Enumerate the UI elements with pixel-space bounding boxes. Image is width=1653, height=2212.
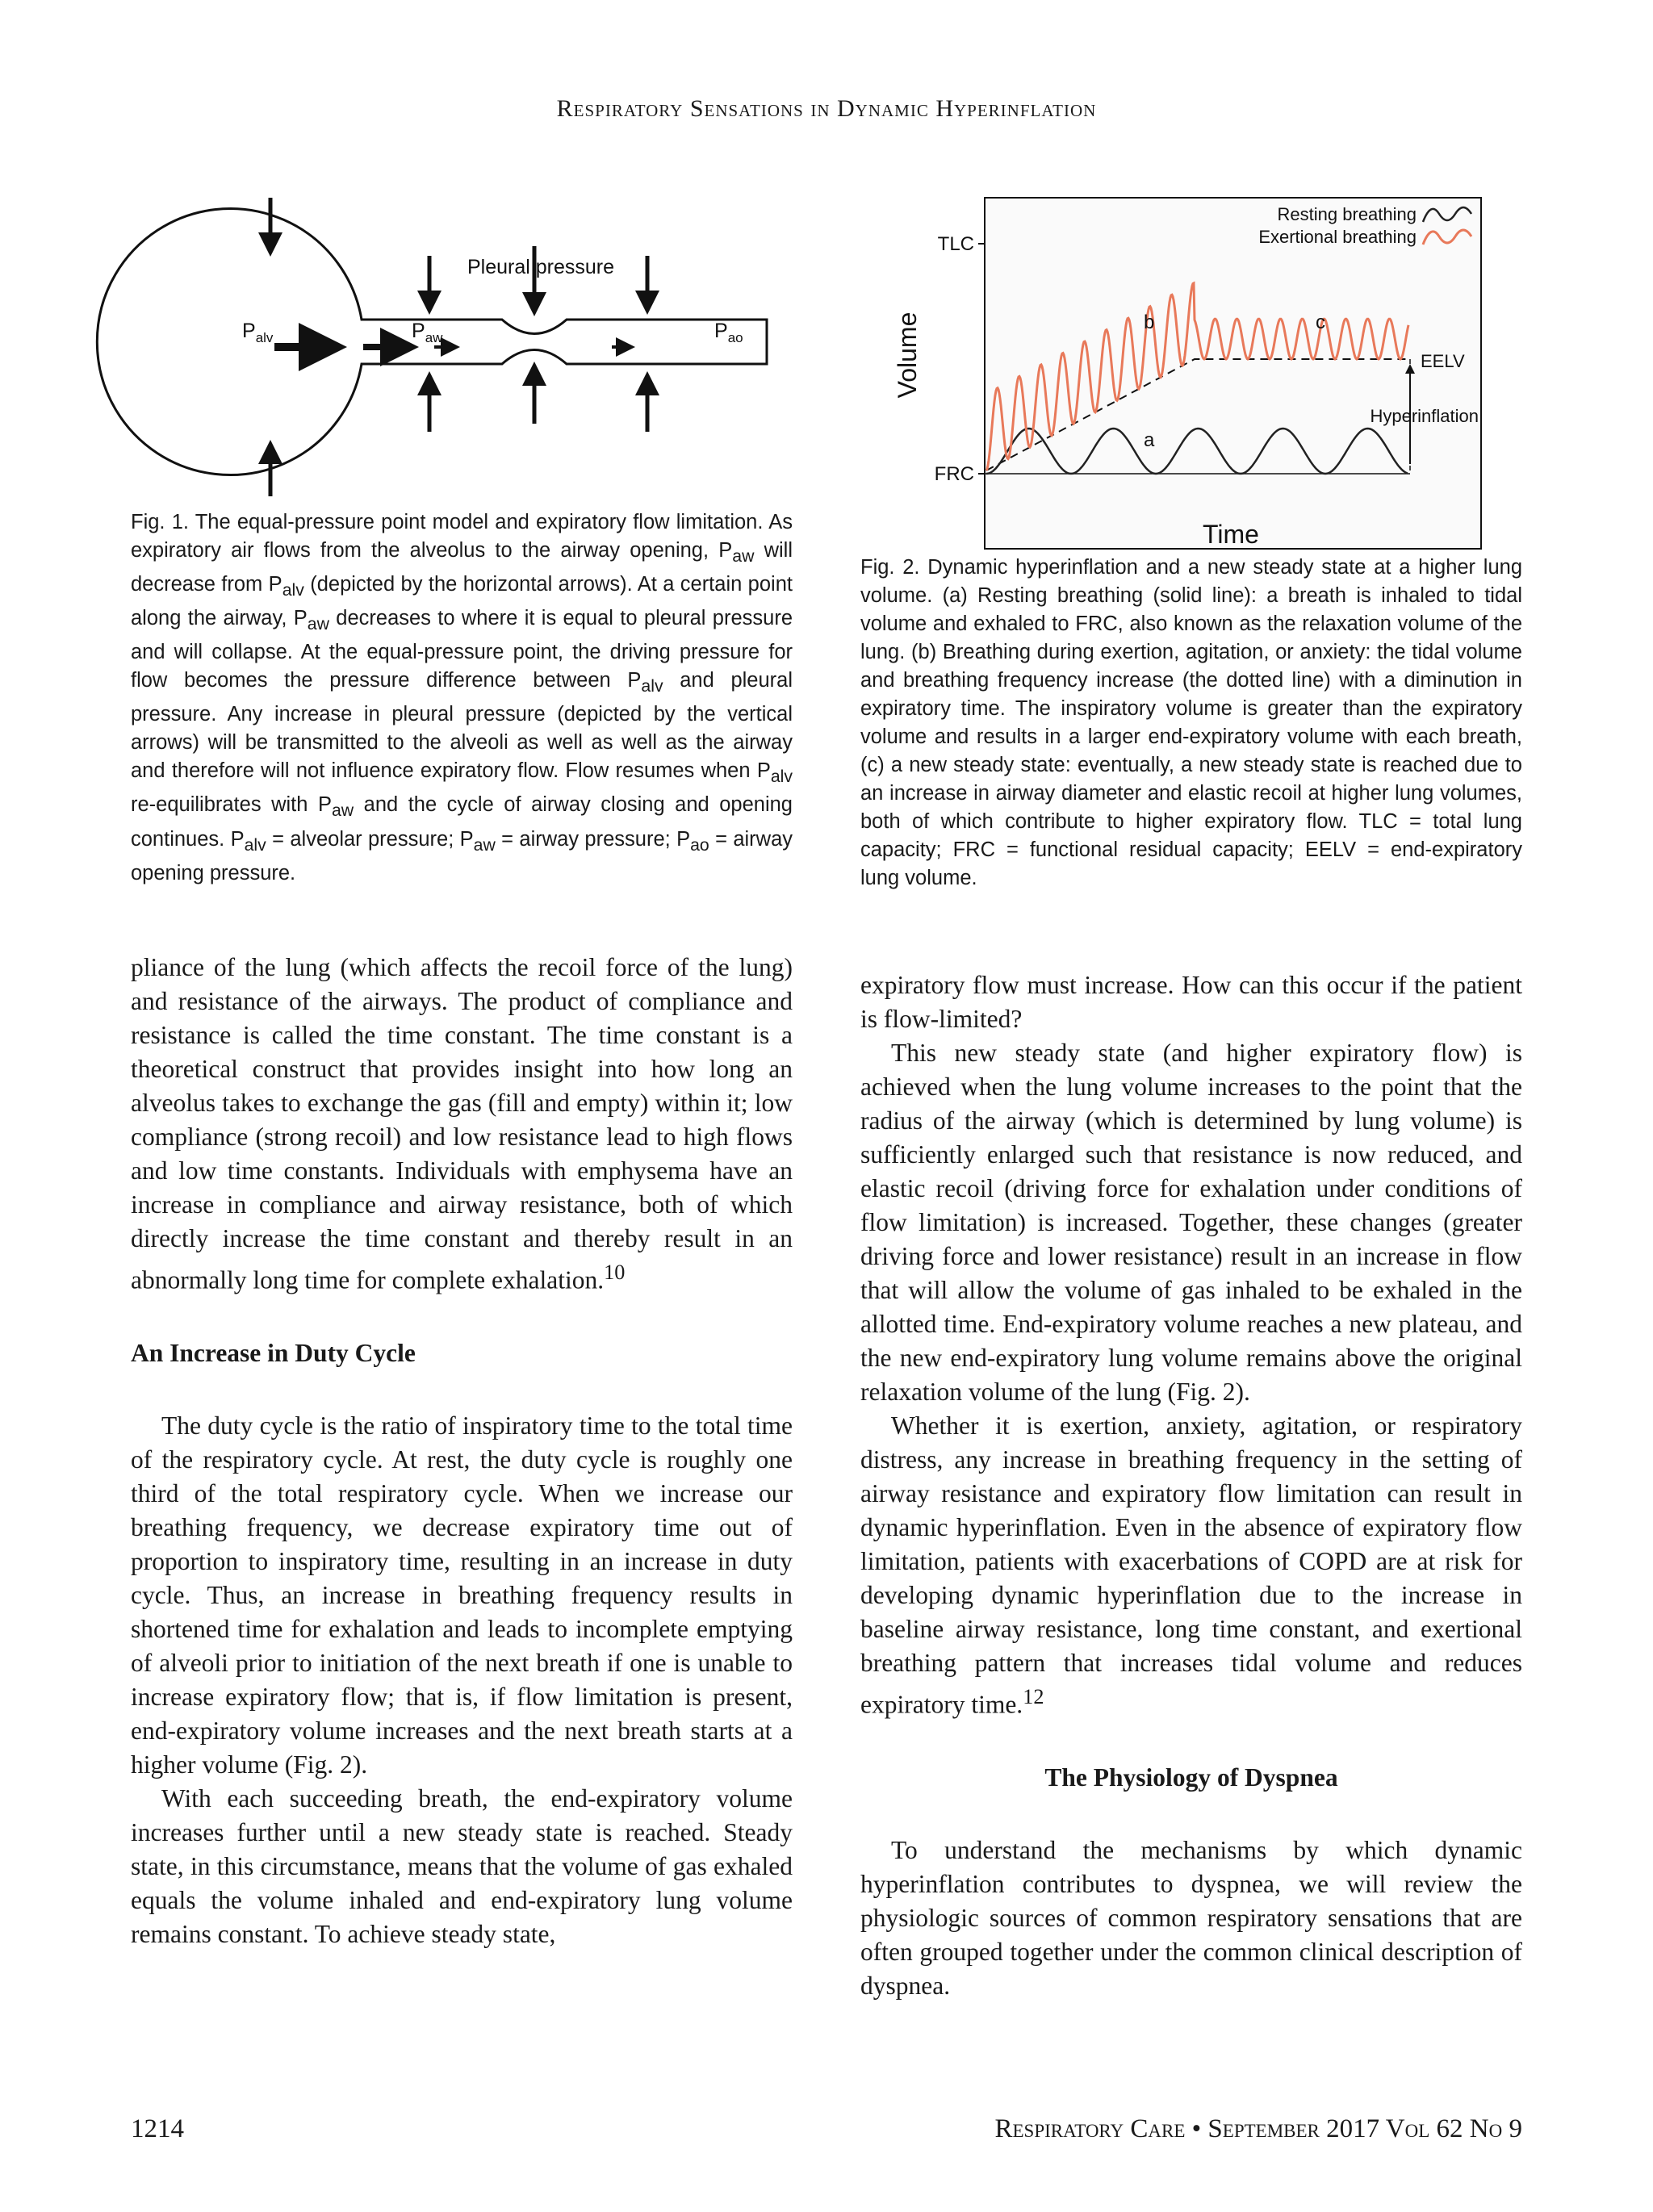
right-paragraph-2: This new steady state (and higher expiratory flow) is achieved when the lung volume increases to the point that the radius of the airway (which is determined by lung volume) is sufficiently enlarged such that resistance is now reduced, and elastic recoil (driving force for exhalation under conditions of flow limitation) is increased. Together, these changes (greater driving force and lower resistance) result in an increase in flow that will allow the volume of gas inhaled to be exhaled in the allotted time. End-expiratory volume reaches a new plateau, and the new end-expiratory lung volume remains above the original relaxation volume of the lung (Fig. 2). bbox=[860, 1039, 1522, 1406]
left-paragraph-3: With each succeeding breath, the end-expiratory volume increases further until a new steady state is reached. Steady state, in this circumstance, means that the volume of gas exhaled equals the volume inhaled and end-expiratory lung volume remains constant. To achieve steady state, bbox=[131, 1783, 793, 1948]
label-b: b bbox=[1144, 312, 1155, 333]
legend-resting-label: Resting breathing bbox=[1277, 204, 1417, 224]
legend-exertional-label: Exertional breathing bbox=[1258, 227, 1417, 247]
label-c: c bbox=[1316, 312, 1325, 333]
right-paragraph-3: Whether it is exertion, anxiety, agitation, or respiratory distress, any increase in breathing frequency in the setting of airway resistance and expiratory flow limitation can result in dynamic hyperinflation. Even in the absence of expiratory flow limitation, patients with exacerbations of COPD are at risk for developing dynamic hyperinflation due to the increase in baseline airway resistance, long time constant, and exertional breathing pattern that increases tidal volume and reduces expiratory time.$^{12}$ bbox=[860, 1411, 1522, 1719]
figure1-caption: Fig. 1. The equal-pressure point model and expiratory flow limitation. As expiratory air flows from the alveolus to the airway opening, $P_{aw}$ will decrease from $P_{alv}$ (depicted by the horizontal arrows). At a certain point along the airway, $P_{aw}$ decreases to where it is equal to pleural pressure and will collapse. At the equal-pressure point, the driving pressure for flow becomes the pressure difference between $P_{alv}$ and pleural pressure. Any increase in pleural pressure (depicted by the vertical arrows) will be transmitted to the alveoli as well as well as the airway and therefore will not influence expiratory flow. Flow resumes when $P_{alv}$ re-equilibrates with $P_{aw}$ and the cycle of airway closing and opening continues. $P_{alv}$ = alveolar pressure; $P_{aw}$ = airway pressure; $P_{ao}$ = airway opening pressure. bbox=[131, 511, 793, 884]
tlc-label: TLC bbox=[937, 233, 974, 255]
left-column bbox=[131, 951, 793, 1951]
eelv-label: EELV bbox=[1421, 351, 1465, 371]
palv-label: $P_{alv}$ bbox=[242, 320, 274, 345]
section-heading-dyspnea: The Physiology of Dyspnea bbox=[1044, 1762, 1338, 1792]
right-paragraph-4: To understand the mechanisms by which dynamic hyperinflation contributes to dyspnea, we will review the physiologic sources of common respiratory sensations that are often grouped together under the common clinical description of dyspnea. bbox=[860, 1835, 1522, 2000]
figure2-chart bbox=[892, 182, 1489, 557]
hyperinflation-label: Hyperinflation bbox=[1370, 406, 1479, 426]
journal-footer: Respiratory Care • September 2017 Vol 62 No 9 bbox=[994, 2114, 1522, 2143]
paw-label: $P_{aw}$ bbox=[412, 320, 443, 345]
section-heading-duty-cycle: An Increase in Duty Cycle bbox=[131, 1338, 416, 1367]
y-axis-label: Volume bbox=[893, 312, 922, 399]
page-number: 1214 bbox=[131, 2114, 184, 2143]
left-paragraph-1: pliance of the lung (which affects the recoil force of the lung) and resistance of the airways. The product of compliance and resistance is called the time constant. The time constant is a theoretical construct that provides insight into how long an alveolus takes to exchange the gas (fill and empty) within it; low compliance (strong recoil) and low resistance lead to high flows and low time constants. Individuals with emphysema have an increase in compliance and airway resistance, both of which directly increase the time constant and thereby result in an abnormally long time for complete exhalation.$^{10}$ bbox=[131, 953, 793, 1294]
right-paragraph-1: expiratory flow must increase. How can this occur if the patient is flow-limited? bbox=[860, 971, 1522, 1033]
pao-label: $P_{ao}$ bbox=[714, 320, 743, 345]
left-paragraph-2: The duty cycle is the ratio of inspiratory time to the total time of the respiratory cycle. At rest, the duty cycle is roughly one third of the total respiratory cycle. When we increase our breathing frequency, we decrease expiratory time out of proportion to inspiratory time, resulting in an increase in duty cycle. Thus, an increase in breathing frequency results in shortened time for exhalation and leads to incomplete emptying of alveoli prior to initiation of the next breath if one is unable to increase expiratory flow; that is, if flow limitation is present, end-expiratory volume increases and the next breath starts at a higher volume (Fig. 2). bbox=[131, 1411, 793, 1779]
pleural-pressure-label: Pleural pressure bbox=[467, 256, 615, 278]
frc-label: FRC bbox=[934, 463, 974, 485]
figure1-diagram bbox=[129, 174, 831, 504]
label-a: a bbox=[1144, 429, 1155, 451]
x-axis-label: Time bbox=[1203, 520, 1259, 549]
right-column bbox=[860, 968, 1522, 2003]
figure2-caption: Fig. 2. Dynamic hyperinflation and a new steady state at a higher lung volume. (a) Resting breathing (solid line): a breath is inhaled to tidal volume and exhaled to FRC, also known as the relaxation volume of the lung. (b) Breathing during exertion, agitation, or anxiety: the tidal volume and breathing frequency increase (the dotted line) with a diminution in expiratory time. The inspiratory volume is greater than the expiratory volume and results in a larger end-expiratory volume with each breath, (c) a new steady state: eventually, a new steady state is reached due to an increase in airway diameter and elastic recoil at higher lung volumes, both of which contribute to higher expiratory flow. TLC = total lung capacity; FRC = functional residual capacity; EELV = end-expiratory lung volume. bbox=[860, 556, 1522, 889]
running-title: Respiratory Sensations in Dynamic Hyperinflation bbox=[556, 95, 1097, 122]
